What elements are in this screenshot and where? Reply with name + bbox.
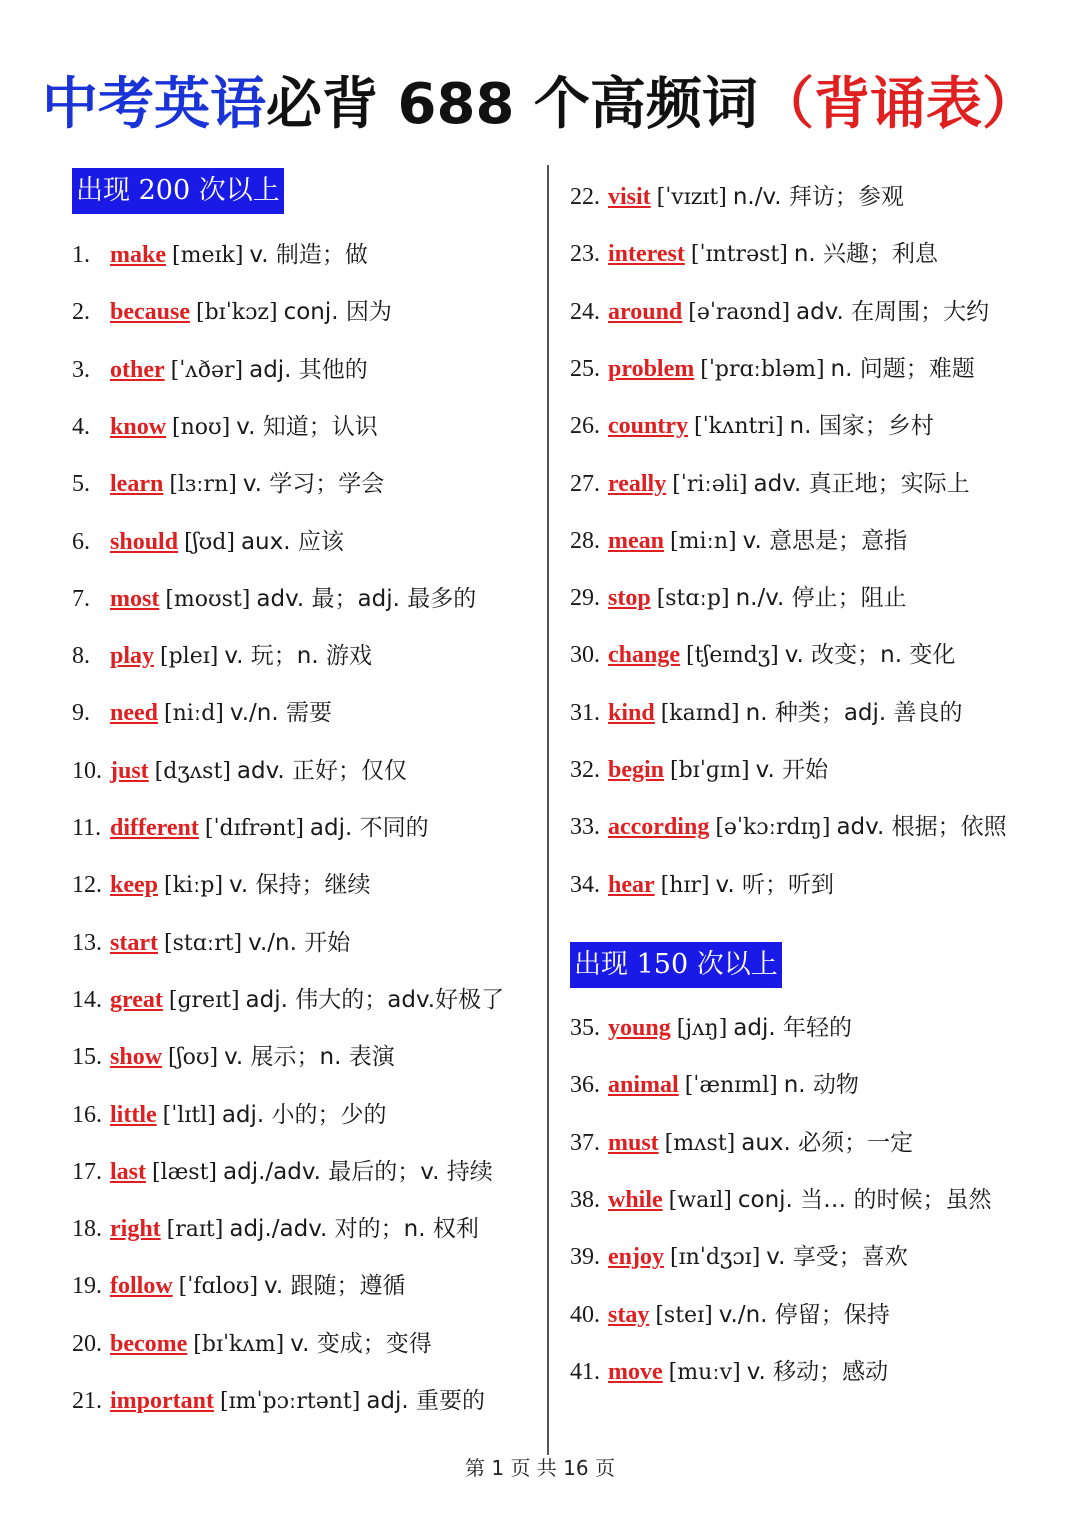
entry-definition: conj. 因为 [283, 299, 392, 326]
entry-number: 36. [570, 1072, 600, 1099]
entry-word: stop [608, 585, 651, 612]
entry-phonetic: [bɪˈkʌm] [193, 1331, 285, 1357]
entry-number: 34. [570, 871, 600, 898]
word-entry [570, 292, 989, 332]
entry-definition: v. 学习；学会 [242, 471, 385, 498]
entry-number: 18. [72, 1216, 102, 1243]
entry-word: little [110, 1101, 157, 1128]
entry-definition: v./n. 需要 [229, 700, 332, 727]
entry-word: other [110, 356, 165, 383]
entry-number: 26. [570, 413, 600, 440]
entry-word: really [608, 470, 667, 497]
entry-number: 12. [72, 872, 102, 899]
entry-word: problem [608, 355, 695, 382]
entry-word: mean [608, 527, 664, 554]
entry-word: young [608, 1015, 671, 1041]
entry-number: 15. [72, 1044, 102, 1071]
entry-number: 6. [72, 528, 90, 555]
entry-phonetic: [ˈvɪzɪt] [656, 185, 727, 210]
entry-phonetic: [ʃoʊ] [168, 1045, 219, 1071]
entry-word: important [110, 1388, 214, 1414]
entry-number: 38. [570, 1186, 600, 1213]
entry-definition: v. 玩；n. 游戏 [224, 643, 373, 670]
word-entry [72, 865, 370, 905]
word-entry [570, 807, 1007, 847]
entry-definition: conj. 当… 的时候；虽然 [737, 1186, 992, 1213]
entry-word: begin [608, 757, 665, 783]
word-entry [570, 234, 938, 274]
word-entry [72, 751, 407, 791]
word-entry [570, 1008, 852, 1048]
entry-definition: adj. 小的；少的 [221, 1101, 387, 1128]
word-entry [570, 464, 970, 504]
entry-word: because [110, 299, 190, 326]
word-entry [570, 349, 975, 389]
entry-definition: adv. 根据；依照 [836, 814, 1007, 841]
entry-phonetic: [ˈfɑloʊ] [178, 1274, 259, 1300]
word-entry [570, 1065, 859, 1105]
entry-word: kind [608, 699, 655, 726]
entry-number: 19. [72, 1273, 102, 1300]
title-part-blue: 中考英语 [42, 72, 267, 137]
word-entry [570, 578, 907, 618]
entry-phonetic: [ɡreɪt] [168, 987, 240, 1013]
entry-phonetic: [meɪk] [172, 243, 244, 268]
entry-definition: v. 享受；喜欢 [766, 1244, 908, 1271]
entry-number: 35. [570, 1015, 600, 1041]
entry-definition: adj./adv. 对的；n. 权利 [229, 1216, 479, 1243]
entry-definition: v./n. 开始 [248, 929, 351, 956]
entry-word: show [110, 1044, 163, 1071]
entry-word: while [608, 1186, 663, 1213]
entry-phonetic: [stɑːp] [656, 586, 730, 612]
word-entry [570, 1180, 991, 1220]
entry-word: animal [608, 1072, 679, 1099]
entry-phonetic: [læst] [152, 1159, 218, 1185]
entry-definition: v. 展示；n. 表演 [224, 1044, 395, 1071]
title-part-red: （背诵表） [757, 72, 1038, 137]
entry-word: interest [608, 241, 685, 268]
entry-number: 30. [570, 642, 600, 669]
entry-phonetic: [kaɪnd] [660, 700, 740, 726]
entry-definition: v. 制造；做 [249, 242, 368, 268]
word-entry [72, 1037, 395, 1077]
word-entry [72, 1266, 406, 1306]
entry-phonetic: [ɪnˈdʒɔɪ] [670, 1245, 761, 1271]
entry-number: 40. [570, 1301, 600, 1328]
entry-phonetic: [jʌŋ] [676, 1016, 728, 1041]
entry-definition: n./v. 拜访；参观 [732, 184, 904, 210]
entry-phonetic: [tʃeɪndʒ] [686, 643, 779, 669]
entry-definition: n. 问题；难题 [830, 355, 975, 382]
entry-number: 14. [72, 986, 102, 1013]
entry-phonetic: [hɪr] [660, 872, 710, 898]
word-entry [570, 693, 963, 733]
entry-phonetic: [əˈraʊnd] [688, 299, 791, 325]
entry-number: 39. [570, 1244, 600, 1271]
word-entry [72, 350, 368, 390]
entry-word: keep [110, 872, 158, 899]
entry-number: 8. [72, 643, 90, 670]
entry-number: 21. [72, 1388, 102, 1414]
entry-definition: adj. 不同的 [309, 815, 429, 841]
title-part-black: 必背 688 个高频词 [266, 72, 758, 137]
entry-definition: adj./adv. 最后的；v. 持续 [223, 1158, 493, 1185]
entry-phonetic: [əˈkɔːrdɪŋ] [715, 815, 831, 841]
entry-word: learn [110, 471, 164, 498]
entry-word: according [608, 814, 710, 841]
section-header-200: 出现 200 次以上 [72, 168, 284, 214]
entry-word: play [110, 643, 155, 670]
entry-number: 24. [570, 298, 600, 325]
entry-word: make [110, 242, 166, 268]
entry-definition: adj. 伟大的；adv.好极了 [245, 986, 505, 1013]
entry-number: 28. [570, 527, 600, 554]
entry-word: need [110, 700, 158, 727]
entry-number: 29. [570, 585, 600, 612]
entry-word: visit [608, 184, 651, 210]
entry-number: 37. [570, 1129, 600, 1156]
word-entry [570, 1237, 908, 1277]
entry-definition: aux. 应该 [240, 528, 344, 555]
word-entry [72, 522, 344, 562]
word-entry [72, 923, 350, 963]
entry-word: last [110, 1158, 146, 1185]
entry-phonetic: [stɑːrt] [163, 930, 243, 956]
entry-word: around [608, 298, 683, 325]
entry-phonetic: [ɪmˈpɔːrtənt] [220, 1389, 361, 1414]
entry-word: most [110, 585, 160, 612]
entry-phonetic: [niːd] [164, 701, 224, 727]
word-entry [72, 235, 368, 275]
entry-word: know [110, 413, 167, 440]
entry-definition: v. 知道；认识 [236, 413, 378, 440]
entry-definition: v. 保持；继续 [229, 872, 371, 899]
page-footer: 第 1 页 共 16 页 [465, 1456, 615, 1480]
entry-phonetic: [dʒʌst] [154, 758, 231, 784]
entry-number: 33. [570, 814, 600, 841]
entry-definition: adj. 年轻的 [733, 1015, 853, 1041]
entry-definition: aux. 必须；一定 [741, 1129, 914, 1156]
word-entry [72, 980, 504, 1020]
word-entry [72, 464, 384, 504]
entry-word: change [608, 642, 680, 669]
entry-definition: adj. 重要的 [366, 1388, 486, 1414]
entry-phonetic: [mʌst] [664, 1130, 736, 1156]
entry-number: 32. [570, 757, 600, 783]
word-entry [72, 1209, 479, 1249]
entry-phonetic: [miːn] [670, 528, 737, 554]
word-entry [570, 865, 834, 905]
entry-word: should [110, 528, 179, 555]
entry-phonetic: [ˈænɪml] [684, 1073, 778, 1099]
word-entry [570, 1123, 913, 1163]
entry-definition: adv. 真正地；实际上 [753, 470, 970, 497]
entry-word: must [608, 1129, 659, 1156]
entry-number: 31. [570, 699, 600, 726]
word-entry [72, 693, 332, 733]
section-header-150: 出现 150 次以上 [570, 942, 782, 988]
entry-number: 1. [72, 242, 90, 268]
entry-phonetic: [ˈdɪfrənt] [204, 816, 304, 841]
entry-number: 9. [72, 700, 90, 727]
word-entry [72, 579, 476, 619]
entry-definition: v./n. 停留；保持 [718, 1301, 890, 1328]
entry-number: 23. [570, 241, 600, 268]
entry-definition: adv. 正好；仅仅 [236, 757, 408, 784]
entry-word: just [110, 757, 149, 784]
entry-phonetic: [ˈkʌntri] [694, 414, 784, 440]
entry-definition: v. 跟随；遵循 [264, 1273, 406, 1300]
entry-word: move [608, 1358, 663, 1385]
entry-definition: adv. 在周围；大约 [796, 298, 990, 325]
word-entry [72, 1381, 485, 1421]
entry-definition: n. 种类；adj. 善良的 [745, 699, 963, 726]
entry-word: great [110, 986, 163, 1013]
entry-number: 25. [570, 355, 600, 382]
word-entry [72, 636, 372, 676]
entry-word: enjoy [608, 1244, 664, 1271]
entry-definition: v. 变成；变得 [290, 1330, 432, 1357]
entry-definition: adj. 其他的 [249, 356, 368, 383]
entry-word: follow [110, 1273, 173, 1300]
entry-phonetic: [pleɪ] [160, 644, 219, 670]
entry-word: stay [608, 1301, 650, 1328]
entry-number: 41. [570, 1358, 600, 1385]
entry-number: 11. [72, 815, 102, 841]
word-entry [72, 1152, 493, 1192]
entry-phonetic: [moʊst] [165, 586, 251, 612]
entry-word: different [110, 815, 199, 841]
entry-definition: v. 改变；n. 变化 [784, 642, 956, 669]
entry-phonetic: [ˈriːəli] [672, 471, 748, 497]
entry-definition: n. 国家；乡村 [789, 413, 934, 440]
entry-phonetic: [ˈɪntrəst] [690, 242, 788, 268]
word-entry [72, 292, 392, 332]
entry-definition: n. 兴趣；利息 [793, 241, 939, 268]
entry-number: 3. [72, 356, 90, 383]
entry-definition: v. 移动；感动 [746, 1358, 889, 1385]
entry-word: country [608, 413, 688, 440]
entry-number: 20. [72, 1330, 102, 1357]
entry-phonetic: [steɪ] [655, 1302, 713, 1328]
word-entry [570, 1295, 890, 1335]
entry-definition: n./v. 停止；阻止 [735, 585, 907, 612]
entry-number: 22. [570, 184, 600, 210]
entry-word: right [110, 1216, 161, 1243]
entry-phonetic: [noʊ] [172, 414, 231, 440]
entry-word: start [110, 929, 158, 956]
word-entry [570, 635, 955, 675]
entry-number: 17. [72, 1158, 102, 1185]
entry-phonetic: [kiːp] [164, 873, 224, 899]
entry-phonetic: [ˈprɑːbləm] [700, 356, 825, 382]
entry-phonetic: [ˈlɪtl] [162, 1102, 216, 1128]
entry-phonetic: [bɪˈɡɪn] [670, 758, 750, 783]
entry-number: 2. [72, 299, 90, 326]
word-entry [72, 1324, 432, 1364]
entry-word: become [110, 1330, 188, 1357]
entry-number: 7. [72, 585, 90, 612]
entry-phonetic: [ˈʌðər] [170, 357, 244, 383]
entry-phonetic: [raɪt] [166, 1217, 224, 1243]
column-divider [547, 165, 549, 1455]
word-entry [570, 521, 907, 561]
entry-number: 5. [72, 471, 90, 498]
word-entry [72, 407, 378, 447]
page-title [0, 70, 1080, 140]
entry-number: 10. [72, 757, 102, 784]
entry-phonetic: [lɜːrn] [169, 472, 237, 498]
word-entry [570, 1352, 888, 1392]
word-entry [570, 177, 904, 217]
entry-number: 13. [72, 929, 102, 956]
entry-number: 27. [570, 470, 600, 497]
entry-number: 4. [72, 413, 90, 440]
entry-phonetic: [muːv] [668, 1359, 741, 1385]
entry-word: hear [608, 871, 655, 898]
entry-definition: adv. 最；adj. 最多的 [256, 585, 477, 612]
word-entry [72, 1095, 387, 1135]
entry-phonetic: [ʃʊd] [184, 529, 235, 555]
entry-phonetic: [bɪˈkɔz] [196, 300, 278, 326]
word-entry [72, 808, 429, 848]
word-entry [570, 406, 934, 446]
entry-definition: n. 动物 [783, 1072, 859, 1099]
entry-definition: v. 意思是；意指 [742, 527, 908, 554]
entry-phonetic: [waɪl] [668, 1187, 732, 1213]
entry-definition: v. 开始 [755, 757, 829, 783]
entry-number: 16. [72, 1101, 102, 1128]
entry-definition: v. 听；听到 [715, 871, 834, 898]
word-entry [570, 750, 828, 790]
